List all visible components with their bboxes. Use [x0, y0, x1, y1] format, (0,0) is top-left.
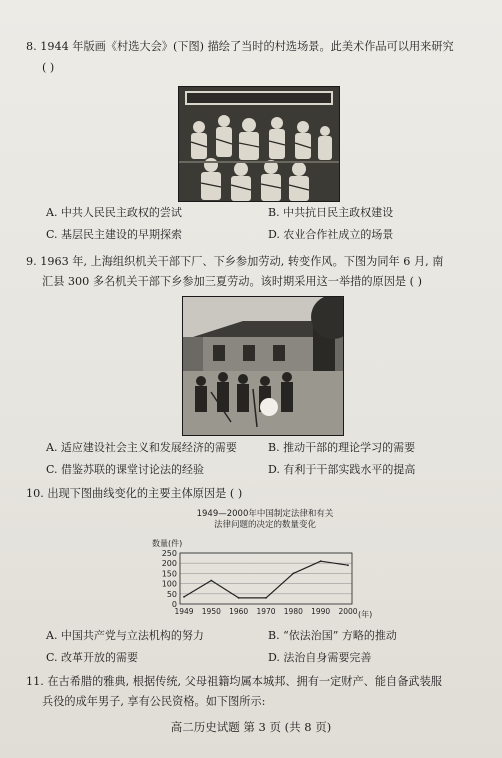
q10-option-d: D. 法治自身需要完善: [268, 651, 372, 664]
q8-option-a: A. 中共人民民主政权的尝试: [46, 206, 182, 219]
chart-title-line1: 1949—2000年中国制定法律和有关: [196, 509, 334, 519]
chart-x-tick-label: 1950: [201, 607, 221, 616]
chart-x-ticks: [174, 607, 357, 616]
q9-option-c: C. 借鉴苏联的课堂讨论法的经验: [46, 463, 205, 476]
q10-option-b: B. “依法治国” 方略的推动: [268, 629, 397, 642]
chart-point: [320, 560, 322, 562]
chart-x-tick-label: 1949: [174, 607, 194, 616]
q8-option-d: D. 农业合作社成立的场景: [268, 228, 394, 241]
chart-y-axis-label: 数量(件): [152, 539, 183, 548]
chart-y-tick-label: 250: [161, 549, 177, 558]
q10-stem: 10. 出现下图曲线变化的主要主体原因是 ( ): [26, 487, 243, 500]
chart-x-axis-label: (年): [358, 610, 373, 619]
chart-x-tick-label: 1980: [283, 607, 303, 616]
woodcut-village-election-image: [178, 86, 340, 202]
q10-option-c: C. 改革开放的需要: [46, 651, 139, 664]
chart-point: [265, 597, 267, 599]
chart-x-tick-label: 1960: [229, 607, 249, 616]
woodcut-illustration: [179, 87, 339, 201]
q10-option-a: A. 中国共产党与立法机构的努力: [46, 629, 204, 642]
q8-option-b: B. 中共抗日民主政权建设: [268, 206, 394, 219]
chart-y-tick-label: 50: [166, 589, 177, 599]
chart-axes: [180, 553, 352, 604]
q9-stem-line1: 9. 1963 年, 上海组织机关干部下厂、下乡参加劳动, 转变作风。下图为同年 6 月, 南: [26, 255, 444, 268]
chart-y-tick-label: 0: [171, 600, 177, 609]
chart-title-line2: 法律问题的决定的数量变化: [213, 520, 317, 530]
q8-stem-line2: ( ): [42, 61, 55, 74]
page-footer: 高二历史试题 第 3 页 (共 8 页): [170, 720, 332, 734]
q11-stem-line2: 兵役的成年男子, 享有公民资格。如下图所示:: [42, 695, 266, 708]
chart-point: [292, 573, 294, 575]
chart-point: [183, 596, 185, 598]
cadres-labor-photo: [182, 296, 344, 436]
chart-y-tick-label: 200: [161, 559, 177, 569]
law-count-chart: [140, 506, 390, 622]
chart-series-line: [184, 561, 348, 598]
chart-x-tick-label: 2000: [338, 607, 358, 616]
chart-x-tick-label: 1970: [256, 607, 276, 616]
chart-point: [210, 580, 212, 582]
chart-y-tick-label: 100: [161, 579, 177, 589]
chart-y-ticks: [162, 549, 177, 609]
q9-option-a: A. 适应建设社会主义和发展经济的需要: [46, 441, 237, 454]
q8-option-c: C. 基层民主建设的早期探索: [46, 228, 183, 241]
chart-grid: [180, 553, 352, 594]
chart-y-tick-label: 150: [161, 569, 177, 579]
chart-series: [183, 560, 349, 599]
q9-stem-line2: 汇县 300 多名机关干部下乡参加三夏劳动。该时期采用这一举措的原因是 ( ): [42, 275, 422, 288]
chart-x-tick-label: 1990: [311, 607, 331, 616]
q9-option-b: B. 推动干部的理论学习的需要: [268, 441, 416, 454]
chart-plot-frame: [180, 553, 352, 604]
chart-point: [238, 597, 240, 599]
q11-stem-line1: 11. 在古希腊的雅典, 根据传统, 父母祖籍均属本城邦、拥有一定财产、能自备武装服: [26, 675, 442, 688]
cadres-labor-illustration: [183, 297, 343, 435]
q9-option-d: D. 有利于干部实践水平的提高: [268, 463, 416, 476]
chart-point: [347, 564, 349, 566]
q8-stem-line1: 8. 1944 年版画《村选大会》(下图) 描绘了当时的村选场景。此美术作品可以用来研究: [26, 40, 454, 53]
